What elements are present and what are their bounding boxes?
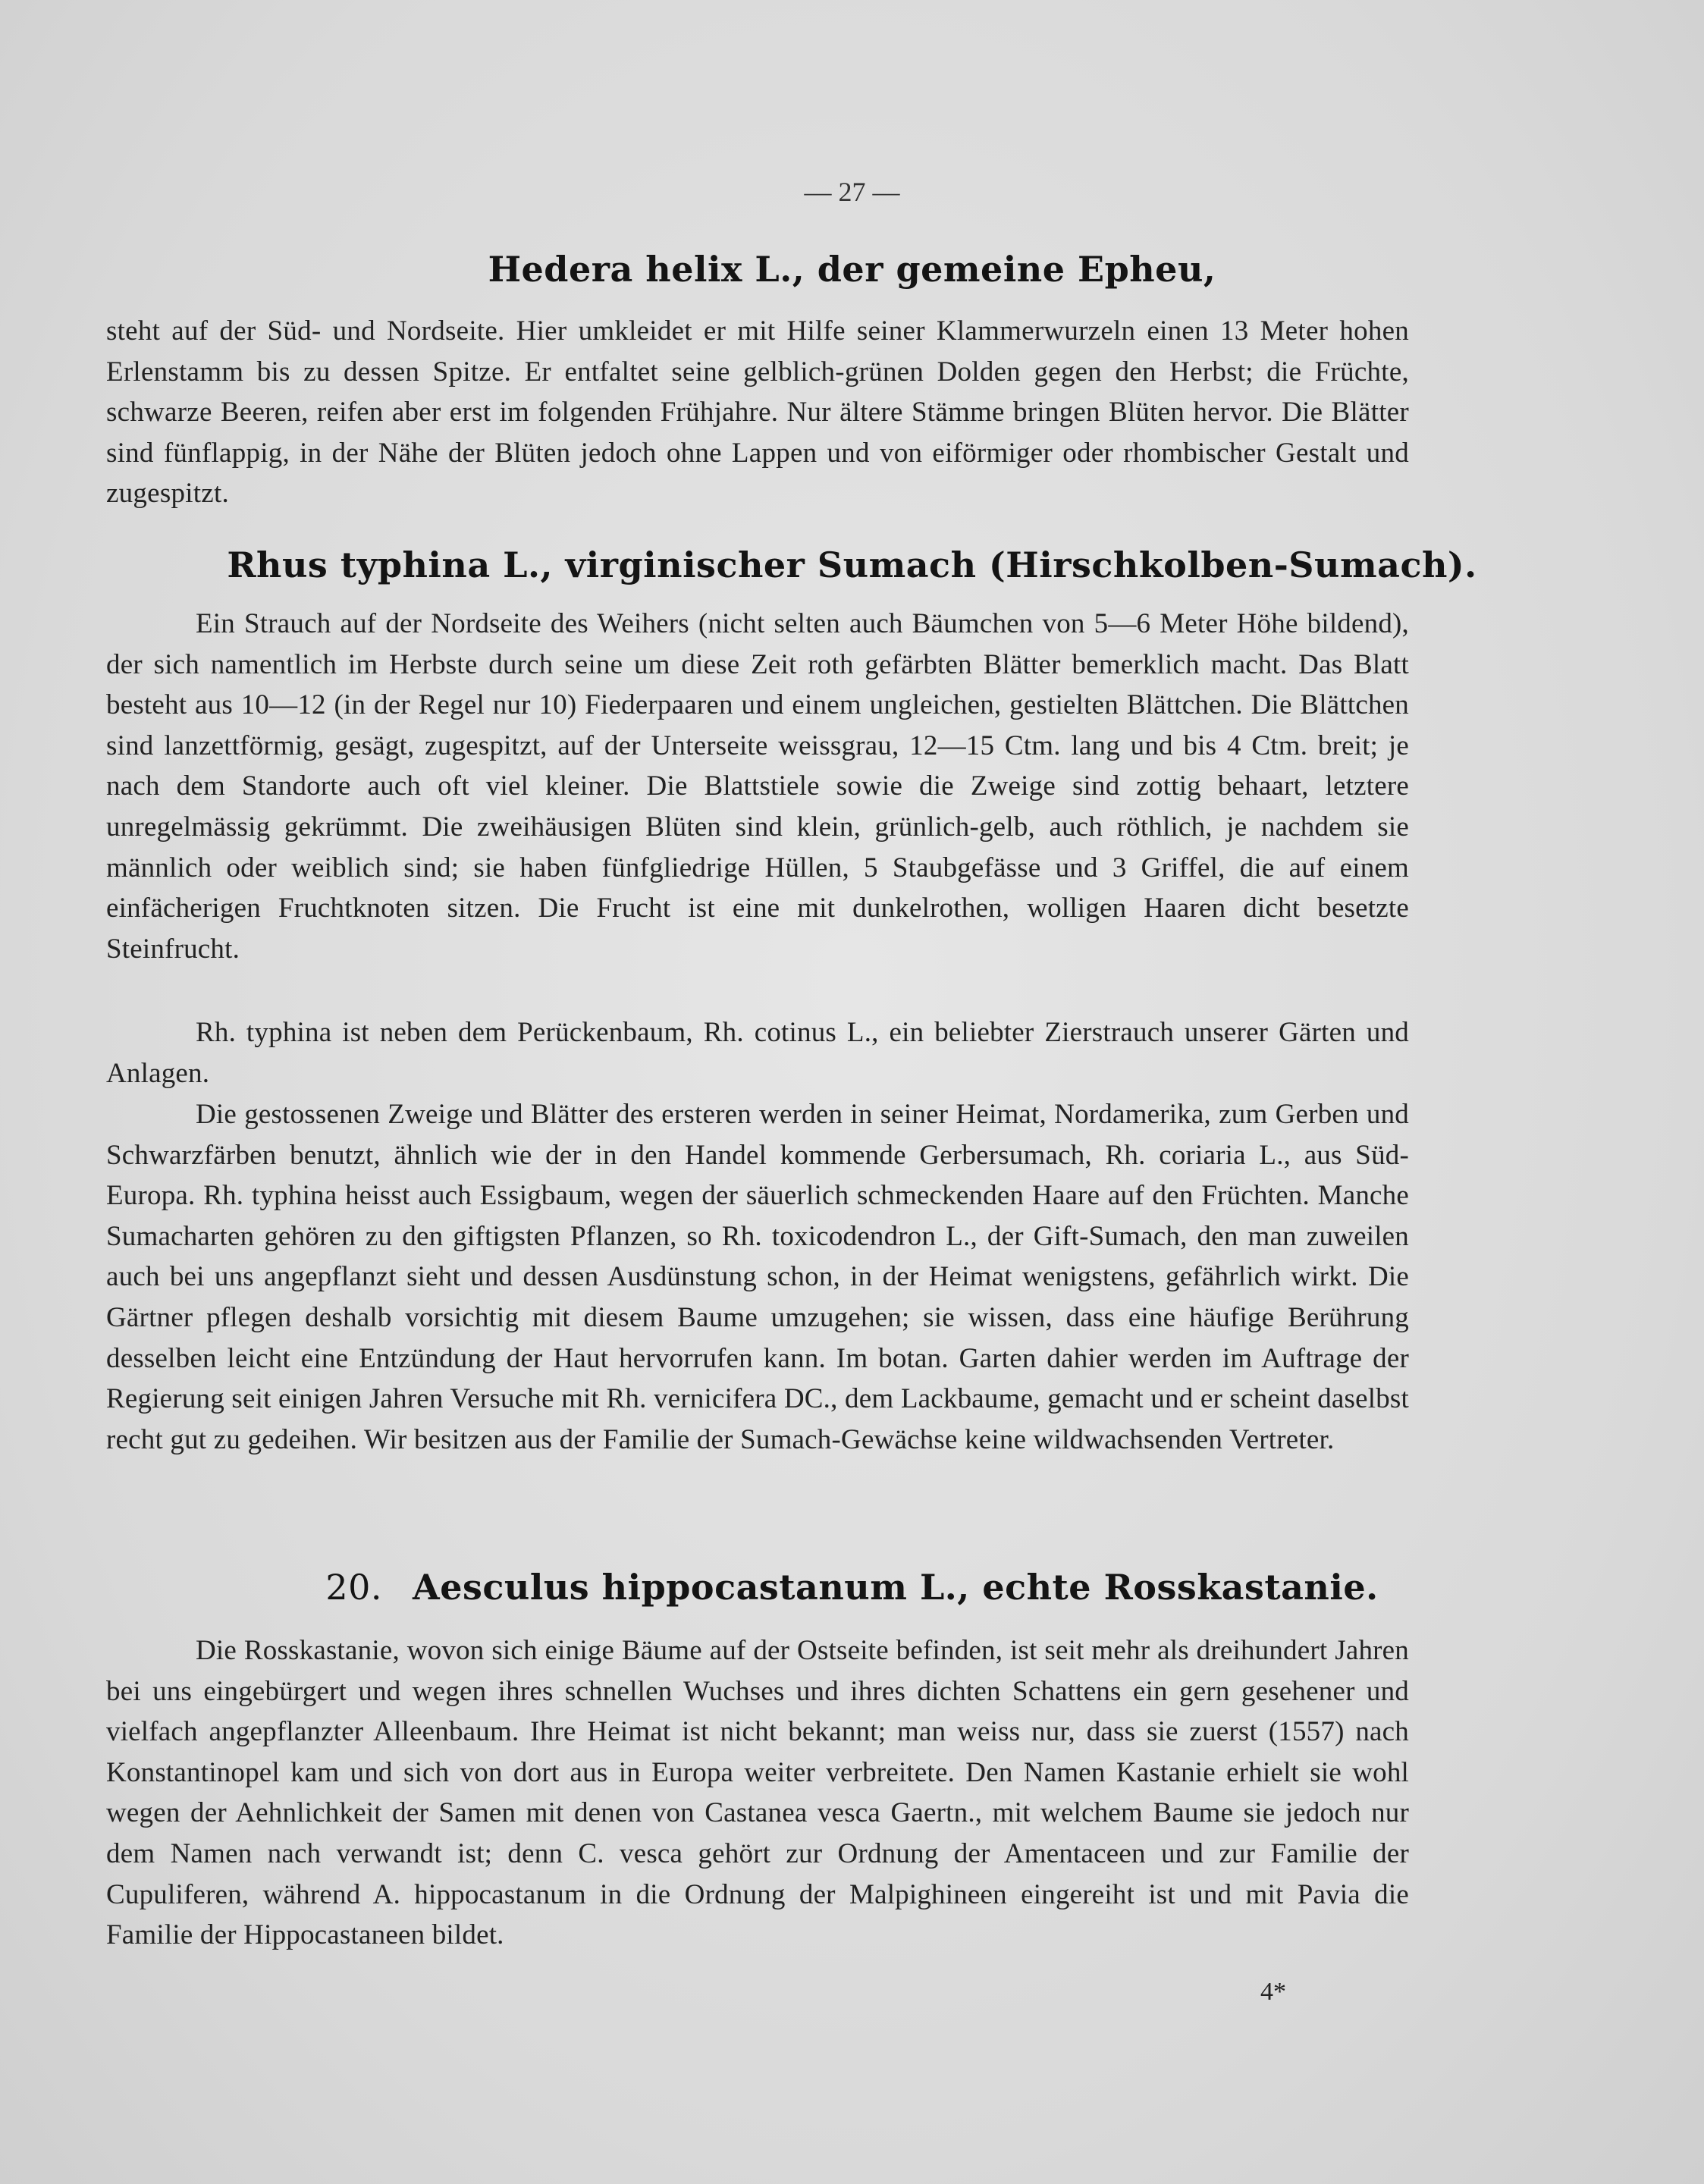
paragraph-aesculus-1: Die Rosskastanie, wovon sich einige Bäume auf der Ostseite befinden, ist seit mehr als dreihundert Jahren bei uns eingebürgert und wegen ihres schnellen Wuchses und ihres dichten Schattens ein gern gesehener und vielfach angepflanzter Alleenbaum. Ihre Heimat ist nicht bekannt; man weiss nur, dass sie zuerst (1557) nach Konstantinopel kam und sich von dort aus in Europa weiter verbreitete. Den Namen Kastanie erhielt sie wohl wegen der Aehnlichkeit der Samen mit denen von Castanea vesca Gaertn., mit welchem Baume sie jedoch nur dem Namen nach verwandt ist; denn C. vesca gehört zur Ordnung der Amentaceen und zur Familie der Cupuliferen, während A. hippocastanum in die Ordnung der Malpighineen eingereiht ist und mit Pavia die Familie der Hippocastaneen bildet.: [106, 1635, 1409, 1951]
paragraph-rhus-3: Die gestossenen Zweige und Blätter des ersteren werden in seiner Heimat, Nordamerika, zum Gerben und Schwarzfärben benutzt, ähnlich wie der in den Handel kommende Gerbersumach, Rh. coriaria L., aus Süd-Europa. Rh. typhina heisst auch Essigbaum, wegen der säuerlich schmeckenden Haare auf den Früchten. Manche Sumacharten gehören zu den giftigsten Pflanzen, so Rh. toxicodendron L., der Gift-Sumach, den man zuweilen auch bei uns angepflanzt sieht und dessen Ausdünstung schon, in der Heimat wenigstens, gefährlich wirkt. Die Gärtner pflegen deshalb vorsichtig mit diesem Baume umzugehen; sie wissen, dass eine häufige Berührung desselben leicht eine Entzündung der Haut hervorrufen kann. Im botan. Garten dahier werden im Auftrage der Regierung seit einigen Jahren Versuche mit Rh. vernicifera DC., dem Lackbaume, gemacht und er scheint daselbst recht gut zu gedeihen. Wir besitzen aus der Familie der Sumach-Gewächse keine wildwachsenden Vertreter.: [106, 1099, 1409, 1455]
paragraph-hedera-1: steht auf der Süd- und Nordseite. Hier umkleidet er mit Hilfe seiner Klammerwurzeln einen 13 Meter hohen Erlenstamm bis zu dessen Spitze. Er entfaltet seine gelblich-grünen Dolden gegen den Herbst; die Früchte, schwarze Beeren, reifen aber erst im folgenden Frühjahre. Nur ältere Stämme bringen Blüten hervor. Die Blätter sind fünflappig, in der Nähe der Blüten jedoch ohne Lappen und von eiförmiger oder rhombischer Gestalt und zugespitzt.: [106, 315, 1409, 510]
section-number: 20.: [325, 1567, 383, 1608]
heading-aesculus: [0, 1567, 1704, 1608]
paragraph-rhus-1: Ein Strauch auf der Nordseite des Weihers (nicht selten auch Bäumchen von 5—6 Meter Höhe bildend), der sich namentlich im Herbste durch seine um diese Zeit roth gefärbten Blätter bemerklich macht. Das Blatt besteht aus 10—12 (in der Regel nur 10) Fiederpaaren und einem ungleichen, gestielten Blättchen. Die Blättchen sind lanzettförmig, gesägt, zugespitzt, auf der Unterseite weissgrau, 12—15 Ctm. lang und bis 4 Ctm. breit; je nach dem Standorte auch oft viel kleiner. Die Blattstiele sowie die Zweige sind zottig behaart, letztere unregelmässig gekrümmt. Die zweihäusigen Blüten sind klein, grünlich-gelb, auch röthlich, je nachdem sie männlich oder weiblich sind; sie haben fünfgliedrige Hüllen, 5 Staubgefässe und 3 Griffel, die auf einem einfächerigen Fruchtknoten sitzen. Die Frucht ist eine mit dunkelrothen, wolligen Haaren dicht besetzte Steinfrucht.: [106, 608, 1409, 965]
heading-rhus-typhina: Rhus typhina L., virginischer Sumach (Hirschkolben-Sumach).: [227, 544, 1477, 585]
signature-mark: 4*: [1260, 1978, 1286, 2006]
page-number: — 27 —: [804, 177, 900, 207]
heading-aesculus-title: Aesculus hippocastanum L., echte Rosskastanie.: [413, 1567, 1379, 1608]
paragraph-rhus-2: Rh. typhina ist neben dem Perückenbaum, Rh. cotinus L., ein beliebter Zierstrauch unserer Gärten und Anlagen.: [106, 1017, 1409, 1089]
heading-hedera-helix: Hedera helix L., der gemeine Epheu,: [488, 249, 1216, 290]
